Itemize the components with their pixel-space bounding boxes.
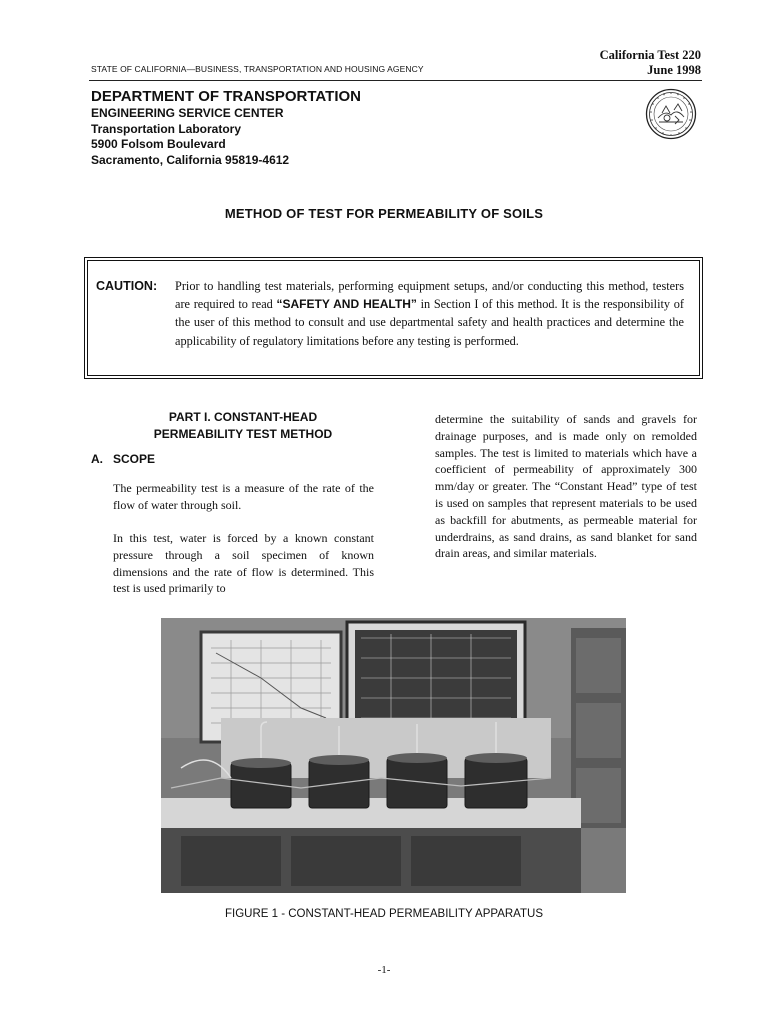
scope-paragraph-1: The permeability test is a measure of the rate of the flow of water through soil.	[113, 481, 374, 512]
page-title: METHOD OF TEST FOR PERMEABILITY OF SOILS	[224, 206, 544, 221]
header-rule	[89, 80, 702, 81]
test-name: California Test 220	[599, 48, 701, 62]
scope-letter: A.	[91, 452, 103, 466]
part-heading-line-2: PERMEABILITY TEST METHOD	[153, 426, 333, 441]
department-address	[91, 106, 289, 168]
test-date: June 1998	[647, 63, 701, 77]
scope-heading	[91, 452, 155, 466]
center-name: ENGINEERING SERVICE CENTER	[91, 106, 284, 120]
test-id-block	[600, 48, 701, 78]
scope-title: SCOPE	[113, 452, 156, 466]
city-address: Sacramento, California 95819-4612	[91, 152, 290, 167]
figure-caption: FIGURE 1 - CONSTANT-HEAD PERMEABILITY APPARATUS	[224, 908, 543, 920]
street-address: 5900 Folsom Boulevard	[91, 137, 226, 151]
safety-and-health-reference: “SAFETY AND HEALTH”	[276, 297, 417, 312]
caution-text-start: Prior to handling test materials, performing equipment setups, and/or conducting this method, testers are required to read	[175, 279, 684, 312]
apparatus-photo	[161, 618, 626, 893]
scope-paragraph-3: determine the suitability of sands and gravels for drainage purposes, and is made only on remolded samples. The test is limited to materials which have a coefficient of permeability of approximately 300 mm/day or greater. The “Constant Head” type of test is used on samples that represent materials to be used as backfill for abutments, as permeable material for underdrains, as sand drains, as sand blanket for sand drain areas, and similar materials.	[435, 412, 697, 561]
caution-text-end: in Section I of this method. It is the responsibility of the user of this method to consult and use departmental safety and health practices and determine the applicability of regulatory limitations before any testing is performed.	[175, 297, 684, 348]
part-heading-line-1: PART I. CONSTANT-HEAD	[168, 410, 318, 424]
caution-text	[175, 277, 684, 350]
part-heading	[113, 409, 373, 442]
caution-label: CAUTION:	[96, 279, 158, 293]
scope-paragraph-2: In this test, water is forced by a known constant pressure through a soil specimen of known dimensions and the rate of flow is determined. This test is used primarily to	[113, 531, 374, 596]
lab-name: Transportation Laboratory	[91, 121, 242, 136]
department-name: DEPARTMENT OF TRANSPORTATION	[91, 88, 361, 105]
apparatus-photo-drawing	[161, 618, 626, 893]
agency-line: STATE OF CALIFORNIA—BUSINESS, TRANSPORTATION AND HOUSING AGENCY	[91, 64, 424, 74]
page-number: -1-	[377, 964, 391, 976]
state-seal-icon	[645, 88, 697, 140]
